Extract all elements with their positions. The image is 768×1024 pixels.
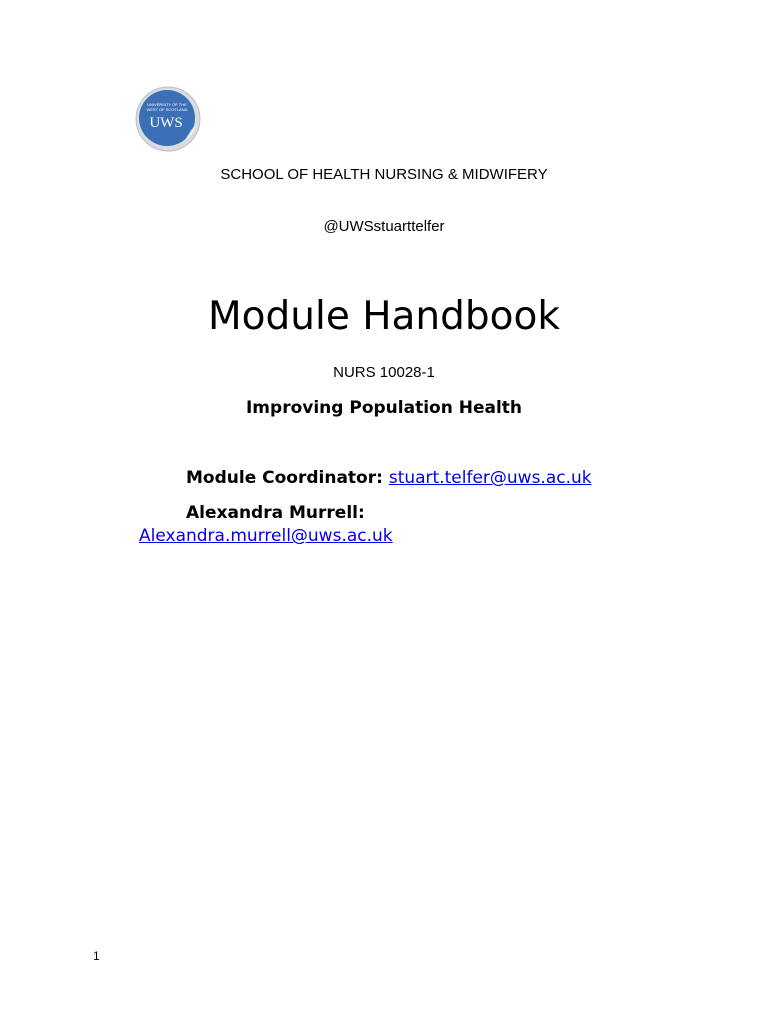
uws-logo	[135, 86, 201, 152]
module-code: NURS 10028-1	[333, 364, 435, 381]
module-name: Improving Population Health	[245, 398, 523, 418]
school-name: SCHOOL OF HEALTH NURSING & MIDWIFERY	[220, 166, 548, 183]
page-number: 1	[93, 949, 100, 963]
second-contact-email-link[interactable]: Alexandra.murrell@uws.ac.uk	[139, 526, 393, 546]
svg-text:WEST OF SCOTLAND: WEST OF SCOTLAND	[146, 107, 188, 112]
coordinator-contact	[186, 466, 592, 490]
svg-text:UNIVERSITY OF THE: UNIVERSITY OF THE	[147, 102, 187, 107]
second-contact-label: Alexandra Murrell:	[186, 503, 365, 523]
coordinator-email-link[interactable]: stuart.telfer@uws.ac.uk	[388, 468, 592, 488]
page-title: Module Handbook	[208, 294, 560, 339]
logo-text: UWS	[149, 115, 183, 131]
coordinator-label: Module Coordinator:	[186, 468, 383, 488]
twitter-handle: @UWSstuarttelfer	[323, 218, 445, 235]
